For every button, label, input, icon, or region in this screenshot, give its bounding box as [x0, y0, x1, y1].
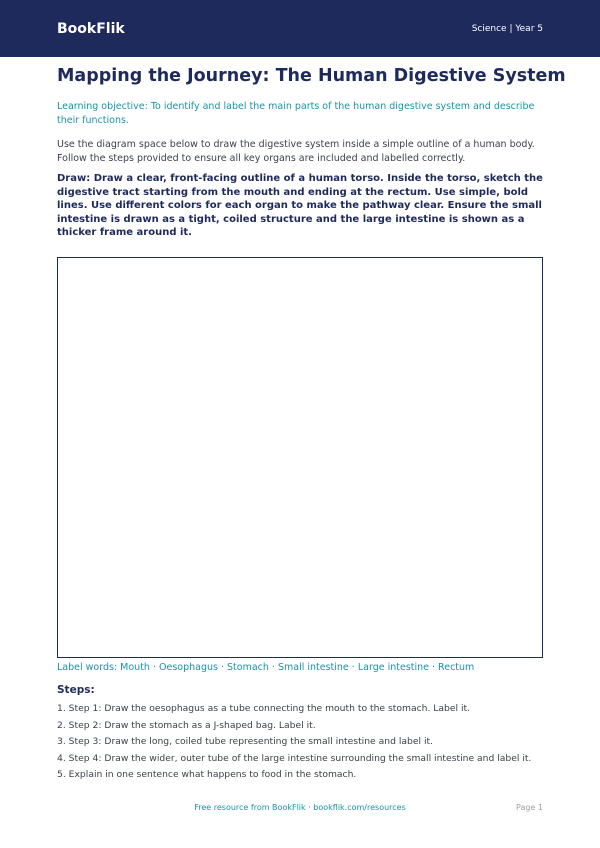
drawing-area[interactable]: [57, 257, 543, 658]
instructions-text: Use the diagram space below to draw the digestive system inside a simple outline of a human body. Follow the steps provided to ensure all key organs are included and labelled correctly.: [57, 139, 535, 164]
page-title: Mapping the Journey: The Human Digestive System: [57, 66, 566, 86]
steps-heading: Steps:: [57, 684, 95, 696]
subject-year-label: Science | Year 5: [471, 23, 543, 34]
page-header: [0, 0, 600, 57]
step-item: 4. Step 4: Draw the wider, outer tube of the large intestine surrounding the small intestine and label it.: [57, 752, 532, 764]
steps-list: [57, 702, 557, 785]
footer-text: Free resource from BookFlik · bookflik.com/resources: [194, 803, 406, 812]
page-number: Page 1: [516, 803, 543, 812]
step-item: 1. Step 1: Draw the oesophagus as a tube connecting the mouth to the stomach. Label it.: [57, 703, 471, 714]
learning-objective: Learning objective: To identify and label the main parts of the human digestive system and describe their functions.: [57, 101, 535, 126]
step-item: 3. Step 3: Draw the long, coiled tube representing the small intestine and label it.: [57, 736, 434, 747]
step-item: 2. Step 2: Draw the stomach as a J-shaped bag. Label it.: [57, 719, 316, 731]
brand-logo: BookFlik: [57, 20, 125, 37]
label-words: Label words: Mouth · Oesophagus · Stomach · Small intestine · Large intestine · Rectum: [57, 662, 475, 673]
step-item: 5. Explain in one sentence what happens to food in the stomach.: [57, 769, 357, 780]
draw-prompt: Draw: Draw a clear, front-facing outline of a human torso. Inside the torso, sketch the digestive tract starting from the mouth and ending at the rectum. Use simple, bold lines. Use different colors for each organ to make the pathway clear. Ensure the small intestine is drawn as a tight, coiled structure and the large intestine is shown as a thicker frame around it.: [57, 173, 543, 238]
